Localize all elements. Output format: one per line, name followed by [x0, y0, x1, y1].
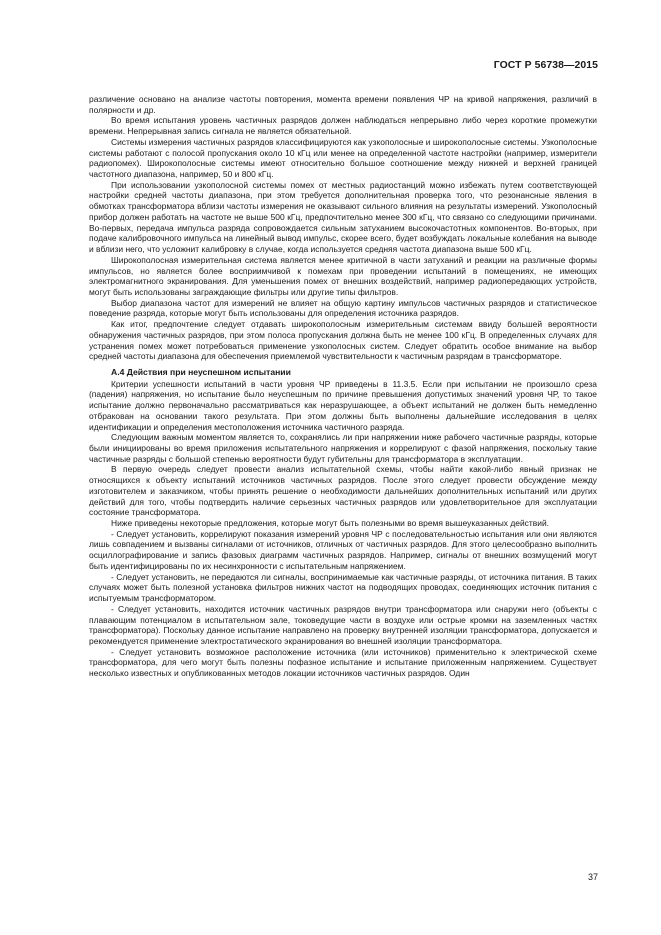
document-body: [89, 94, 597, 679]
list-item: - Следует установить возможное расположение источника (или источников) применительно к электрической схеме трансформатора, для чего могут быть полезны пофазное испытание и испытание приложенным напряжением. Существует несколько известных и опубликованных методов локации источников частичных разрядов. Один: [89, 646, 597, 679]
paragraph: Выбор диапазона частот для измерений не влияет на общую картину импульсов частичных разрядов и статистическое поведение разряда, которые могут быть использованы для определения источника разрядов.: [89, 297, 597, 319]
list-item: - Следует установить, находится источник частичных разрядов внутри трансформатора или снаружи него (объекты с плавающим потенциалом в испытательном зале, токоведущие части в воздухе или острые кромки на заземленных частях трансформатора). Поскольку данное испытание направлено на проверку внутренней изоляции трансформатора, допускается и рекомендуется применение электростатического экранирования во внешней изоляции трансформатора.: [89, 603, 597, 646]
standard-header: ГОСТ Р 56738—2015: [493, 60, 598, 71]
paragraph: Системы измерения частичных разрядов классифицируются как узкополосные и широкополосные системы. Узкополосные системы работают с полосой пропускания около 10 кГц или менее на определенной частоте настройки (например, измерители радиопомех). Широкополосные системы имеют относительно большое соотношение между нижней и верхней границей частотного диапазона, например, 50 и 800 кГц.: [89, 136, 597, 180]
paragraph: Во время испытания уровень частичных разрядов должен наблюдаться непрерывно либо через короткие промежутки времени. Непрерывная запись сигнала не является обязательной.: [89, 115, 597, 137]
list-item: - Следует установить, коррелируют показания измерений уровня ЧР с последовательностью испытания или они являются лишь совпадением и вызваны сигналами от источников, отличных от частичных разрядов. Для этого целесообразно выполнить осциллографирование и запись фазовых диаграмм частичных разрядов. Например, сигналы от внешних возмущений могут быть идентифицированы по их несинхронности с испытательным напряжением.: [89, 528, 597, 571]
paragraph: Ниже приведены некоторые предложения, которые могут быть полезными во время вышеуказанных действий.: [111, 518, 550, 529]
paragraph: Широкополосная измерительная система является менее критичной в части затуханий и реакции на различные формы импульсов, но является более восприимчивой к помехам при проведении испытаний в помещениях, не имеющих электромагнитного экранирования. Для уменьшения помех от внешних воздействий, например радиопередающих устройств, могут быть использованы заграждающие фильтры или другие типы фильтров.: [89, 254, 597, 297]
paragraph: Как итог, предпочтение следует отдавать широкополосным измерительным системам ввиду большей вероятности обнаружения частичных разрядов, при этом полоса пропускания должна быть не менее 100 кГц. В определенных случаях для устранения помех может потребоваться применение узкополосных систем. Следует обратить особое внимание на выбор средней частоты диапазона для обеспечения приемлемой чувствительности к частичным разрядам в трансформаторе.: [89, 319, 597, 362]
paragraph: Следующим важным моментом является то, сохранялись ли при напряжении ниже рабочего частичные разряды, которые были инициированы во время приложения испытательного напряжения и коррелируют с фазой напряжения, поскольку такие частичные разряды с большой степенью вероятности будут губительны для трансформатора в эксплуатации.: [89, 432, 597, 464]
page-number: 37: [587, 872, 598, 882]
paragraph: В первую очередь следует провести анализ испытательной схемы, чтобы найти какой-либо явный признак не относящихся к объекту испытаний источников частичных разрядов. После этого следует провести обсуждение между изготовителем и заказчиком, чтобы принять решение о необходимости дальнейших дополнительных испытаний или других действий для того, чтобы подтвердить наличие серьезных частичных разрядов или удовлетворительное для эксплуатации состояние трансформатора.: [89, 464, 597, 518]
paragraph: При использовании узкополосной системы помех от местных радиостанций можно избежать путем соответствующей настройки средней частоты диапазона, при этом требуется дополнительная проверка того, что резонансные явления в обмотках трансформатора вблизи частоты измерения не оказывают сильного влияния на результаты измерений. Узкополосный прибор должен работать на частоте не выше 500 кГц, предпочтительно менее 300 кГц, что связано со следующими причинами. Во-первых, передача импульса разряда сопровождается сильным затуханием высокочастотных компонентов. Во-вторых, при подаче калибровочного импульса на линейный вывод импульс, скорее всего, будет возбуждать локальные колебания на выводе и вблизи него, что усложнит калибровку в случае, когда используется средняя частота диапазона выше 500 кГц.: [89, 179, 597, 255]
section-heading: А.4 Действия при неуспешном испытании: [111, 366, 291, 377]
paragraph: Критерии успешности испытаний в части уровня ЧР приведены в 11.3.5. Если при испытании не произошло среза (падения) напряжения, но испытание было неуспешным по причине превышения допустимых значений уровня ЧР, то такое испытание должно первоначально рассматриваться как неразрушающее, а объект испытаний не должен быть немедленно отбракован на основании такого результата. При этом должны быть выполнены дальнейшие исследования в целях идентификации и определения местоположения источника частичного разряда.: [89, 378, 597, 432]
list-item: - Следует установить, не передаются ли сигналы, воспринимаемые как частичные разряды, от источника питания. В таких случаях может быть полезной установка фильтров нижних частот на подводящих проводах, соединяющих источник питания с испытуемым трансформатором.: [89, 571, 597, 604]
paragraph: различение основано на анализе частоты повторения, момента времени появления ЧР на кривой напряжения, различий в полярности и др.: [89, 94, 597, 115]
